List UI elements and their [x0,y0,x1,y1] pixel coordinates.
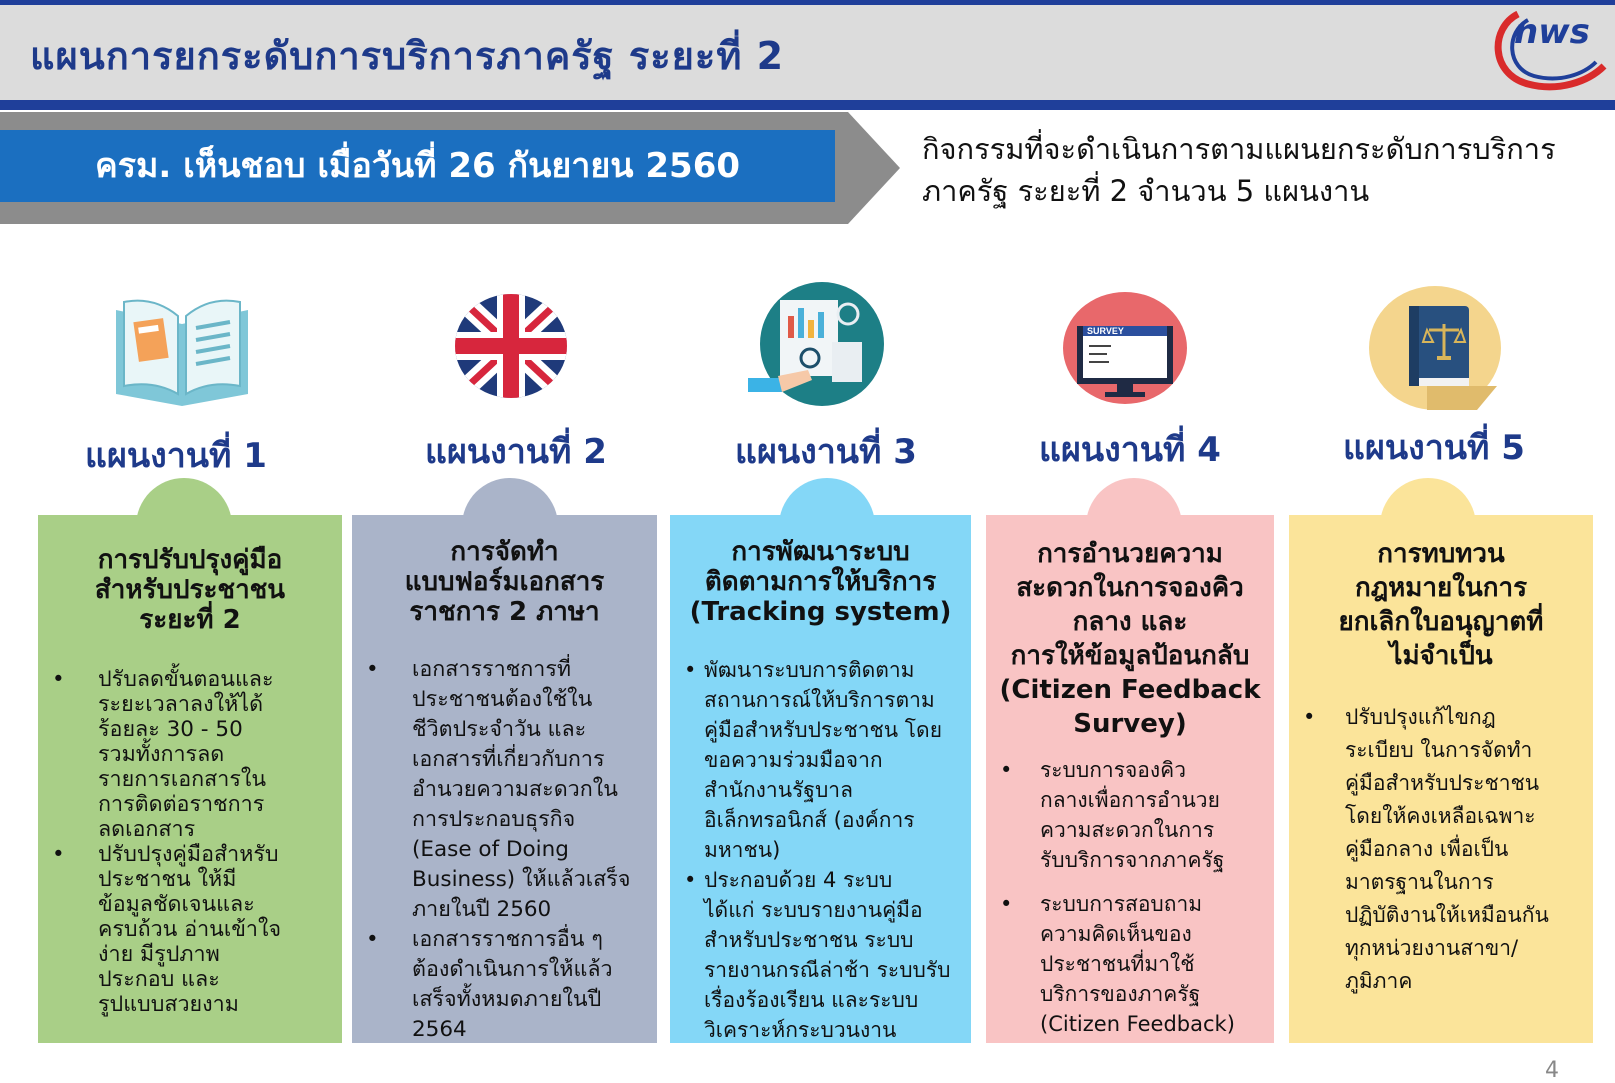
bullet-line: รูปแบบสวยงาม [98,992,239,1017]
list-item [986,755,1274,875]
bullet-line: (Citizen Feedback) [1040,1012,1235,1036]
survey-monitor-icon [1063,292,1187,404]
svg-text:SURVEY: SURVEY [1087,326,1124,336]
bullet-line: โดยให้คงเหลือเฉพาะ [1345,804,1536,828]
card-title-line: กฎหมายในการ [1354,573,1528,603]
bullet-line: รวมทั้งการลด [98,742,225,767]
bullet-line: ระยะเวลาลงให้ได้ [98,692,264,717]
bullet-line: ประกอบ และ [98,967,220,992]
card-title [680,537,961,627]
bullet-line: การประกอบธุรกิจ [412,807,576,832]
bullet-line: มาตรฐานในการ [1345,870,1494,894]
card-title-line: สำหรับประชาชน [94,575,286,605]
card-title [362,537,647,627]
page-title: แผนการยกระดับการบริการภาครัฐ ระยะที่ 2 [30,34,785,78]
bullet-line: วิเคราะห์กระบวนงาน [704,1018,897,1042]
banner-description-line: กิจกรรมที่จะดำเนินการตามแผนยกระดับการบริการ [922,132,1556,166]
card-title-line: ไม่จำเป็น [1389,641,1493,671]
bullet-line: • ปรับปรุงคู่มือสำหรับ [98,842,279,867]
card-title [48,545,332,635]
bullet-line: ปฏิบัติงานให้เหมือนกัน [1345,903,1549,927]
banner-description-line: ภาครัฐ ระยะที่ 2 จำนวน 5 แผนงาน [922,174,1370,208]
bullet-line: ข้อมูลชัดเจนและ [98,892,255,917]
bullet-line: ประชาชนต้องใช้ใน [412,687,593,712]
bullet-line: ประชาชน ให้มี [98,867,237,892]
header-bar [0,5,1615,100]
bullet-line: สำนักงานรัฐบาล [704,778,853,802]
list-item [670,655,971,865]
bullet-line: • ประกอบด้วย 4 ระบบ [704,868,893,892]
bullet-line: ร้อยละ 30 - 50 [98,717,243,742]
bullet-line: สำหรับประชาชน ระบบ [704,928,914,952]
card-title-line: (Tracking system) [689,597,952,627]
card-title-line: การอำนวยความ [1037,539,1223,569]
list-item [38,842,342,1017]
bullet-line: รายการเอกสารใน [98,767,267,792]
card-title-line: การให้ข้อมูลป้อนกลับ [1010,641,1250,671]
bullet-line: ระเบียบ ในการจัดทำ [1345,738,1533,762]
bullet-list [1289,701,1593,998]
bullet-line: Business) ให้แล้วเสร็จ [412,867,631,892]
plan-card-4 [986,515,1274,1043]
bullet-line: ได้แก่ ระบบรายงานคู่มือ [704,898,923,922]
bullet-line: เรื่องร้องเรียน และระบบ [704,988,919,1012]
card-title-line: แบบฟอร์มเอกสาร [404,567,605,597]
card-title [1299,537,1583,673]
card-title-line: การปรับปรุงคู่มือ [97,545,283,575]
bullet-line: • เอกสารราชการที่ [412,657,572,682]
bullet-line: • ระบบการจองคิว [1040,758,1187,782]
bullet-line: การติดต่อราชการ [98,792,265,817]
list-item [38,667,342,842]
bullet-line: มหาชน) [704,838,781,862]
card-title-line: ระยะที่ 2 [139,605,241,635]
banner-description [922,128,1602,212]
card-title-line: การจัดทำ [450,537,559,567]
bullet-line: ประชาชนที่มาใช้ [1040,952,1195,976]
bullet-line: ความสะดวกในการ [1040,818,1215,842]
list-item [352,925,657,1043]
bullet-line: • ระบบการสอบถาม [1040,892,1203,916]
card-title-line: สะดวกในการจองคิว [1016,573,1244,603]
banner-title: ครม. เห็นชอบ เมื่อวันที่ 26 กันยายน 2560 [94,146,741,186]
logo-text: nws [1514,12,1590,52]
card-title [996,537,1264,741]
card-title-line: ยกเลิกใบอนุญาตที่ [1338,607,1544,637]
bullet-line: ครบถ้วน อ่านเข้าใจ [98,917,282,942]
plan-label-5: แผนงานที่ 5 [1343,428,1525,468]
bullet-line: ชีวิตประจำวัน และ [412,717,587,742]
bullet-line: 2564 [412,1017,467,1042]
bullet-line: รับบริการจากภาครัฐ [1040,848,1225,872]
card-title-line: Survey) [1073,709,1187,739]
bullet-line: ต้องดำเนินการให้แล้ว [412,957,613,982]
bullet-list [670,655,971,1043]
bullet-line: ภายในปี 2560 [412,897,552,922]
plan-label-1: แผนงานที่ 1 [85,436,267,476]
bullet-line: อำนวยความสะดวกใน [412,777,618,802]
bullet-list [352,655,657,1043]
card-title-line: การทบทวน [1377,539,1505,569]
card-title-line: กลาง และ [1072,607,1188,637]
card-title-line: การพัฒนาระบบ [731,537,910,567]
bullet-line: ความคิดเห็นของ [1040,922,1192,946]
bullet-line: (Ease of Doing [412,837,569,862]
bullet-line: • ปรับลดขั้นตอนและ [98,667,274,692]
page-number: 4 [1545,1058,1559,1083]
bullet-line: ง่าย มีรูปภาพ [98,942,220,967]
plan-card-1 [38,515,342,1043]
list-item [1289,701,1593,998]
list-item [986,889,1274,1039]
bullet-line: ภูมิภาค [1345,969,1413,993]
plan-label-4: แผนงานที่ 4 [1039,430,1221,470]
bullet-line: • พัฒนาระบบการติดตาม [704,658,915,682]
plan-card-3 [670,515,971,1043]
bullet-line: • ปรับปรุงแก้ไขกฎ [1345,705,1496,729]
header-divider [0,100,1615,110]
bullet-line: ทุกหน่วยงานสาขา/ [1345,936,1519,960]
uk-flag-icon [453,292,569,400]
bullet-line: กลางเพื่อการอำนวย [1040,788,1220,812]
bullet-line: บริการของภาครัฐ [1040,982,1201,1006]
list-item [670,865,971,1043]
bullet-list [38,667,342,1017]
law-book-icon [1367,286,1503,410]
bullet-line: คู่มือกลาง เพื่อเป็น [1345,837,1509,861]
bullet-line: เสร็จทั้งหมดภายในปี [412,987,602,1012]
plan-label-2: แผนงานที่ 2 [425,432,607,472]
bullet-line: เอกสารที่เกี่ยวกับการ [412,747,605,772]
plan-card-2 [352,515,657,1043]
bullet-line: คู่มือสำหรับประชาชน [1345,771,1540,795]
bullet-line: สถานการณ์ให้บริการตาม [704,688,935,712]
list-item [352,655,657,925]
bullet-line: คู่มือสำหรับประชาชน โดย [704,718,943,742]
plan-card-5 [1289,515,1593,1043]
bullet-line: ลดเอกสาร [98,817,196,842]
tracking-dashboard-icon [748,280,888,410]
bullet-line: ขอความร่วมมือจาก [704,748,883,772]
open-book-icon [112,290,252,410]
plan-label-3: แผนงานที่ 3 [735,432,917,472]
card-title-line: ราชการ 2 ภาษา [409,597,600,627]
bullet-line: อิเล็กทรอนิกส์ (องค์การ [704,808,915,832]
bullet-list [986,755,1274,1039]
card-title-line: (Citizen Feedback [999,675,1261,705]
card-title-line: ติดตามการให้บริการ [704,567,937,597]
bullet-line: รายงานกรณีล่าช้า ระบบรับ [704,958,951,982]
bullet-line: • เอกสารราชการอื่น ๆ [412,927,603,952]
